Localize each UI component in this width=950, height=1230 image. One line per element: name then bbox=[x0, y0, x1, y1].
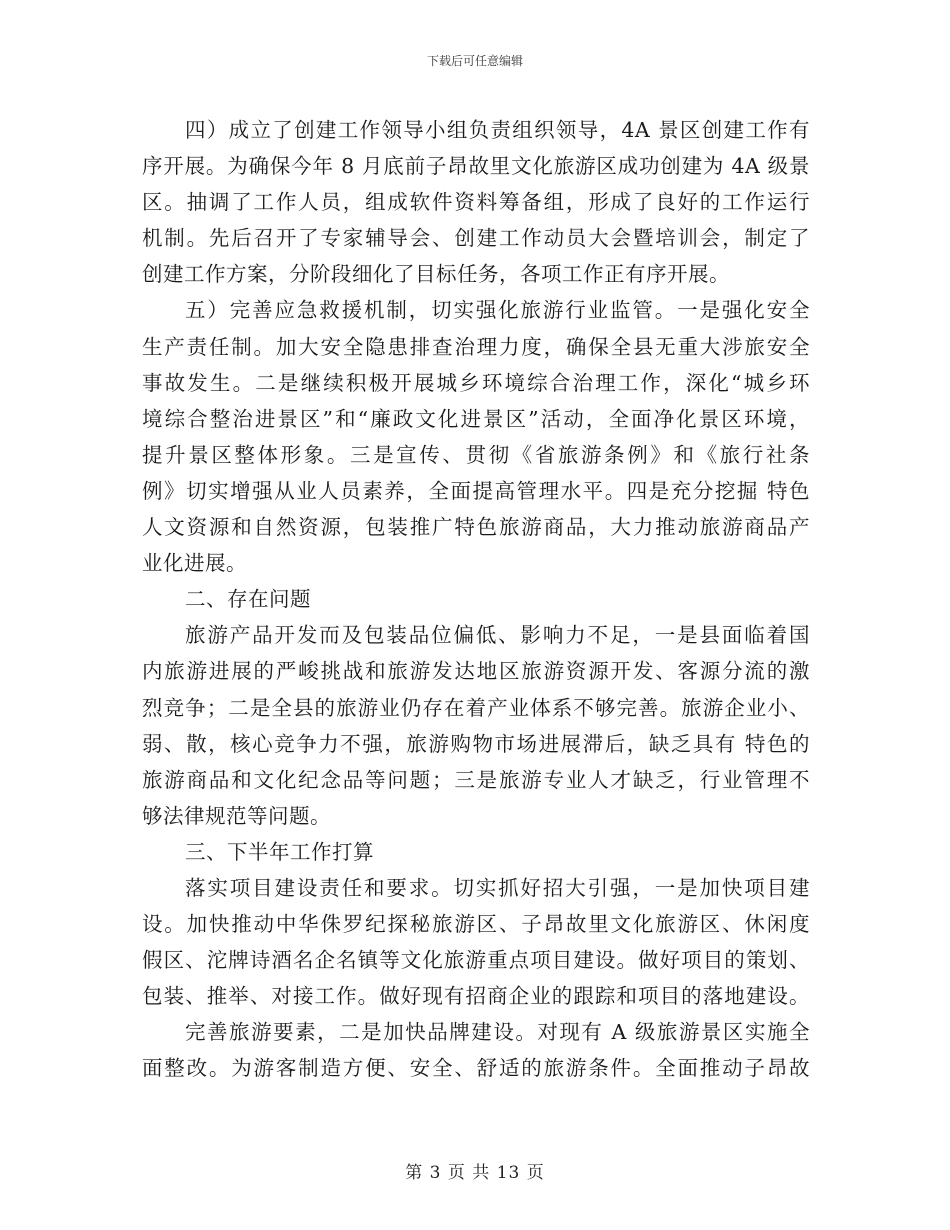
text-line: 境综合整治进景区”和“廉政文化进景区”活动，全面净化景区环境， bbox=[142, 406, 810, 431]
text-line: 四）成立了创建工作领导小组负责组织领导，4A 景区创建工作有 bbox=[185, 118, 810, 142]
document-body bbox=[142, 112, 810, 1087]
text-line: 例》切实增强从业人员素养，全面提高管理水平。四是充分挖掘 特色 bbox=[142, 478, 810, 503]
section-heading: 二、存在问题 bbox=[185, 587, 311, 612]
page-number: 第 3 页 共 13 页 bbox=[405, 1163, 545, 1183]
text-line: 完善旅游要素，二是加快品牌建设。对现有 A 级旅游景区实施全 bbox=[185, 1020, 810, 1045]
text-line: 烈竞争；二是全县的旅游业仍存在着产业体系不够完善。旅游企业小、 bbox=[142, 695, 810, 720]
text-line: 区。抽调了工作人员，组成软件资料筹备组，形成了良好的工作运行 bbox=[142, 190, 810, 215]
text-line: 五）完善应急救援机制，切实强化旅游行业监管。一是强化安全 bbox=[185, 298, 810, 323]
text-line: 创建工作方案，分阶段细化了目标任务，各项工作正有序开展。 bbox=[142, 262, 730, 287]
text-line: 事故发生。二是继续积极开展城乡环境综合治理工作，深化“城乡环 bbox=[142, 370, 810, 395]
text-line: 业化进展。 bbox=[142, 551, 247, 576]
text-line: 内旅游进展的严峻挑战和旅游发达地区旅游资源开发、客源分流的激 bbox=[142, 659, 810, 684]
text-line: 设。加快推动中华侏罗纪探秘旅游区、子昂故里文化旅游区、休闲度 bbox=[142, 912, 810, 937]
section-heading: 三、下半年工作打算 bbox=[185, 839, 374, 864]
text-line: 旅游产品开发而及包装品位偏低、影响力不足，一是县面临着国 bbox=[185, 623, 810, 648]
text-line: 假区、沱牌诗酒名企名镇等文化旅游重点项目建设。做好项目的策划、 bbox=[142, 948, 810, 973]
text-line: 机制。先后召开了专家辅导会、创建工作动员大会暨培训会，制定了 bbox=[142, 226, 810, 251]
text-line: 够法律规范等问题。 bbox=[142, 803, 331, 828]
text-line: 人文资源和自然资源，包装推广特色旅游商品，大力推动旅游商品产 bbox=[142, 515, 810, 540]
text-line: 生产责任制。加大安全隐患排查治理力度，确保全县无重大涉旅安全 bbox=[142, 334, 810, 359]
text-line: 序开展。为确保今年 8 月底前子昂故里文化旅游区成功创建为 4A 级景 bbox=[142, 154, 810, 179]
text-line: 旅游商品和文化纪念品等问题；三是旅游专业人才缺乏，行业管理不 bbox=[142, 767, 810, 792]
text-line: 提升景区整体形象。三是宣传、贯彻《省旅游条例》和《旅行社条 bbox=[142, 442, 810, 467]
text-line: 落实项目建设责任和要求。切实抓好招大引强，一是加快项目建 bbox=[185, 875, 810, 900]
page-header: 下载后可任意编辑 bbox=[426, 54, 523, 68]
text-line: 包装、推举、对接工作。做好现有招商企业的跟踪和项目的落地建设。 bbox=[142, 984, 810, 1009]
text-line: 弱、散，核心竞争力不强，旅游购物市场进展滞后，缺乏具有 特色的 bbox=[142, 731, 810, 756]
text-line: 面整改。为游客制造方便、安全、舒适的旅游条件。全面推动子昂故 bbox=[142, 1056, 810, 1081]
